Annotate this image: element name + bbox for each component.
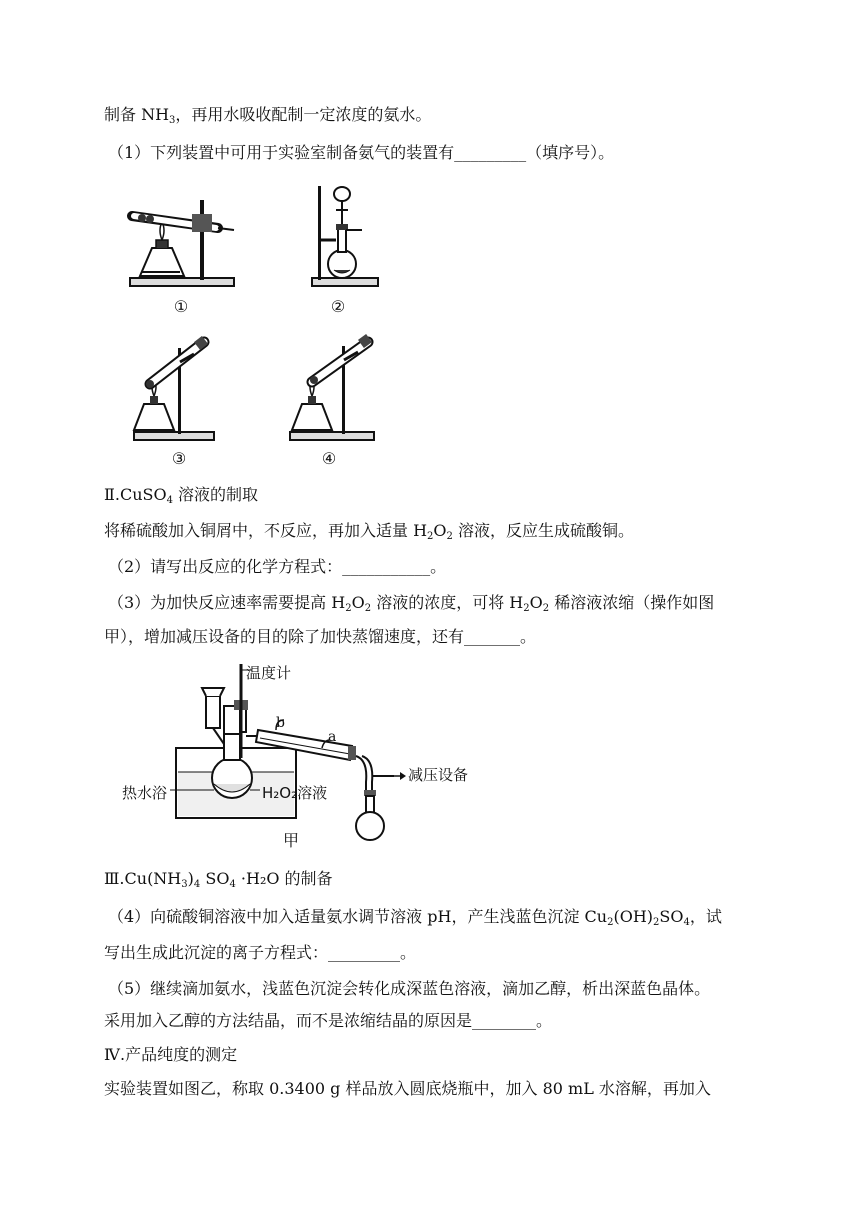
apparatus-1-figure: [122, 186, 242, 296]
text-segment: 溶液的浓度，可将 H: [371, 593, 524, 612]
subscript: 4: [193, 879, 201, 890]
apparatus-3-figure: [128, 334, 220, 448]
question-2: [108, 556, 446, 578]
subscript: 4: [229, 879, 236, 890]
thermometer-label: 温度计: [246, 664, 292, 682]
subscript: 2: [542, 603, 550, 614]
paragraph-4: [104, 1078, 711, 1100]
text-segment: ·H₂O 的制备: [235, 869, 333, 888]
section-4-text: Ⅳ.产品纯度的测定: [104, 1045, 238, 1064]
text-segment: （4）向硫酸铜溶液中加入适量氨水调节溶液 pH，产生浅蓝色沉淀 Cu: [108, 907, 608, 926]
text-segment: ，再用水吸收配制一定浓度的氨水。: [175, 105, 432, 124]
subscript: 2: [345, 603, 352, 614]
paragraph-4-text: 实验装置如图乙，称取 0.3400 g 样品放入圆底烧瓶中，加入 80 mL 水溶解，再加入: [104, 1079, 711, 1098]
subscript: 2: [607, 917, 614, 928]
water-bath-label: 热水浴: [122, 784, 168, 802]
subscript: 3: [169, 115, 176, 126]
port-a-label: a: [328, 729, 337, 745]
subscript: 4: [683, 917, 690, 928]
subscript: 2: [523, 603, 530, 614]
apparatus-2-figure: [306, 178, 386, 298]
question-5-line-2: [104, 1010, 552, 1032]
port-b-label: b: [276, 715, 285, 731]
text-segment: ，试: [689, 907, 722, 926]
text-segment: Ⅲ.Cu(NH: [104, 869, 182, 888]
apparatus-3-label: ③: [171, 449, 187, 468]
section-3-heading: [104, 868, 333, 890]
question-1: [108, 142, 614, 164]
text-segment: SO: [200, 869, 230, 888]
subscript: 2: [653, 917, 660, 928]
text-segment: O: [351, 593, 365, 612]
section-2-heading: [104, 484, 258, 506]
section-4-heading: [104, 1044, 237, 1066]
text-segment: O: [433, 521, 447, 540]
question-3-line-1: [108, 592, 714, 614]
subscript: 2: [364, 603, 372, 614]
figure-jia-distillation: [112, 660, 472, 850]
question-5-text-2: 采用加入乙醇的方法结晶，而不是浓缩结晶的原因是________。: [104, 1011, 553, 1030]
text-segment: (OH): [613, 907, 654, 926]
figure-jia-caption: 甲: [282, 831, 299, 850]
question-4-line-2: [104, 942, 416, 964]
vacuum-device-label: 减压设备: [408, 766, 469, 784]
question-3-line-2: [104, 626, 536, 648]
question-1-text: （1）下列装置中可用于实验室制备氨气的装置有_________（填序号）。: [108, 143, 615, 162]
subscript: 2: [446, 531, 453, 542]
question-3-text: 甲），增加减压设备的目的除了加快蒸馏速度，还有_______。: [104, 627, 537, 646]
text-segment: 溶液，反应生成硫酸铜。: [452, 521, 635, 540]
h2o2-solution-label: H₂O₂溶液: [262, 784, 328, 802]
question-4-line-1: [108, 906, 722, 928]
subscript: 2: [427, 531, 434, 542]
subscript: 4: [166, 495, 173, 506]
apparatus-2-label: ②: [330, 297, 346, 316]
question-2-text: （2）请写出反应的化学方程式：___________。: [108, 557, 447, 576]
apparatus-4-label: ④: [321, 449, 337, 468]
subscript: 3: [181, 879, 188, 890]
text-line-nh3: [104, 104, 431, 126]
text-segment: O: [529, 593, 543, 612]
question-5-line-1: [108, 978, 710, 1000]
text-segment: Ⅱ.CuSO: [104, 485, 167, 504]
text-segment: ): [187, 869, 194, 888]
text-segment: 稀溶液浓缩（操作如图: [549, 593, 715, 612]
apparatus-4-figure: [284, 332, 380, 448]
apparatus-1-label: ①: [173, 297, 189, 316]
text-segment: （3）为加快反应速率需要提高 H: [108, 593, 346, 612]
text-segment: SO: [659, 907, 684, 926]
paragraph-2: [104, 520, 634, 542]
text-segment: 溶液的制取: [172, 485, 259, 504]
text-segment: 将稀硫酸加入铜屑中，不反应，再加入适量 H: [104, 521, 428, 540]
text-segment: 制备 NH: [104, 105, 170, 124]
question-4-text: 写出生成此沉淀的离子方程式：_________。: [104, 943, 417, 962]
question-5-text: （5）继续滴加氨水，浅蓝色沉淀会转化成深蓝色溶液，滴加乙醇，析出深蓝色晶体。: [108, 979, 711, 998]
